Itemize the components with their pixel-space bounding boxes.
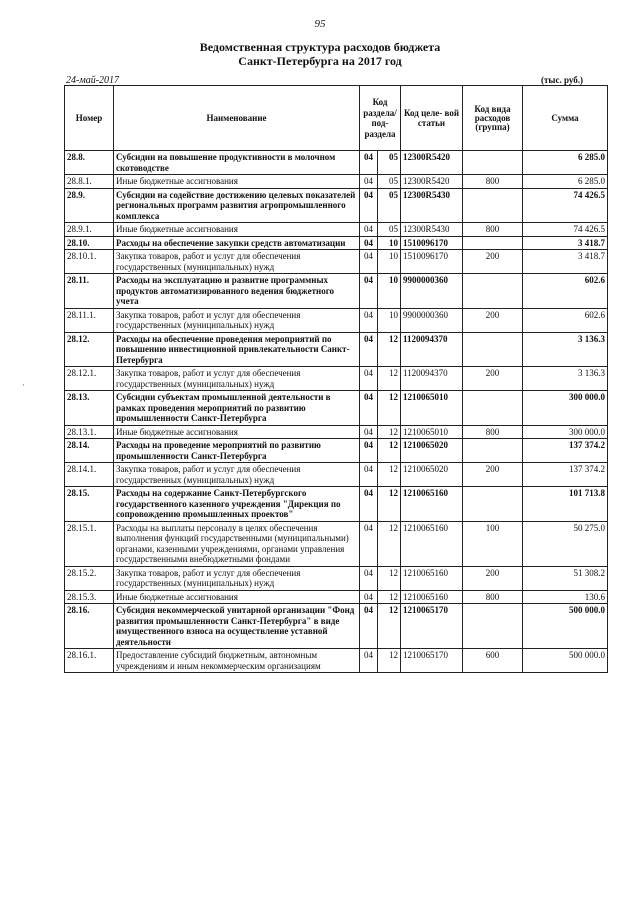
cell-target: 1210065160 (401, 521, 463, 566)
cell-section: 04 (360, 590, 378, 604)
cell-expense-type (463, 332, 523, 367)
table-row (65, 425, 608, 439)
cell-target: 1210065170 (401, 604, 463, 649)
cell-name: Субсидии на содействие достижению целевых показателей региональных программ развития агропромышленного комплекса (114, 188, 360, 223)
cell-number: 28.10. (65, 236, 114, 250)
cell-expense-type (463, 439, 523, 463)
cell-amount: 6 285.0 (523, 151, 608, 175)
cell-section: 04 (360, 439, 378, 463)
cell-subsection: 05 (378, 188, 401, 223)
cell-target: 9900000360 (401, 308, 463, 332)
cell-number: 28.13.1. (65, 425, 114, 439)
cell-expense-type: 800 (463, 223, 523, 237)
cell-expense-type (463, 151, 523, 175)
table-row (65, 604, 608, 649)
title-line-1: Ведомственная структура расходов бюджета (199, 40, 441, 54)
cell-subsection: 05 (378, 223, 401, 237)
cell-subsection: 10 (378, 250, 401, 274)
cell-amount: 101 713.8 (523, 487, 608, 522)
cell-target: 1210065010 (401, 425, 463, 439)
cell-amount: 74 426.5 (523, 188, 608, 223)
cell-subsection: 12 (378, 649, 401, 673)
cell-amount: 51 308.2 (523, 566, 608, 590)
cell-target: 1120094370 (401, 332, 463, 367)
cell-subsection: 12 (378, 391, 401, 426)
header-expense-type: Код вида расходов (группа) (463, 86, 523, 151)
cell-number: 28.9.1. (65, 223, 114, 237)
cell-expense-type: 800 (463, 425, 523, 439)
cell-number: 28.13. (65, 391, 114, 426)
cell-name: Закупка товаров, работ и услуг для обеспечения государственных (муниципальных) нужд (114, 463, 360, 487)
header-number: Номер (65, 86, 114, 151)
table-row (65, 151, 608, 175)
cell-subsection: 12 (378, 463, 401, 487)
cell-number: 28.16.1. (65, 649, 114, 673)
cell-amount: 3 418.7 (523, 236, 608, 250)
cell-section: 04 (360, 236, 378, 250)
table-body (65, 151, 608, 673)
table-row (65, 649, 608, 673)
cell-target: 12300R5420 (401, 151, 463, 175)
page-number: 95 (314, 18, 326, 30)
cell-name: Субсидии на повышение продуктивности в молочном скотоводстве (114, 151, 360, 175)
cell-expense-type (463, 188, 523, 223)
cell-amount: 74 426.5 (523, 223, 608, 237)
units-label: (тыс. руб.) (541, 75, 583, 85)
cell-section: 04 (360, 649, 378, 673)
table-row (65, 332, 608, 367)
cell-name: Закупка товаров, работ и услуг для обеспечения государственных (муниципальных) нужд (114, 308, 360, 332)
cell-number: 28.15. (65, 487, 114, 522)
cell-subsection: 10 (378, 274, 401, 309)
cell-amount: 130.6 (523, 590, 608, 604)
cell-section: 04 (360, 188, 378, 223)
header-name: Наименование (114, 86, 360, 151)
cell-expense-type (463, 236, 523, 250)
cell-section: 04 (360, 274, 378, 309)
cell-number: 28.10.1. (65, 250, 114, 274)
cell-subsection: 10 (378, 236, 401, 250)
cell-target: 1210065020 (401, 439, 463, 463)
cell-expense-type (463, 274, 523, 309)
cell-target: 1210065160 (401, 590, 463, 604)
table-row (65, 274, 608, 309)
cell-name: Закупка товаров, работ и услуг для обеспечения государственных (муниципальных) нужд (114, 367, 360, 391)
cell-amount: 50 275.0 (523, 521, 608, 566)
cell-expense-type: 100 (463, 521, 523, 566)
cell-name: Субсидия некоммерческой унитарной организации "Фонд развития промышленности Санкт-Петербурга" в виде имущественного взноса на осуществление уставной деятельности (114, 604, 360, 649)
cell-name: Расходы на проведение мероприятий по развитию промышленности Санкт-Петербурга (114, 439, 360, 463)
cell-section: 04 (360, 487, 378, 522)
cell-subsection: 05 (378, 151, 401, 175)
cell-target: 1210065010 (401, 391, 463, 426)
cell-subsection: 12 (378, 590, 401, 604)
cell-number: 28.15.3. (65, 590, 114, 604)
cell-section: 04 (360, 175, 378, 189)
cell-number: 28.14.1. (65, 463, 114, 487)
cell-section: 04 (360, 521, 378, 566)
cell-section: 04 (360, 391, 378, 426)
header-target: Код целе- вой статьи (401, 86, 463, 151)
cell-section: 04 (360, 604, 378, 649)
cell-name: Предоставление субсидий бюджетным, автономным учреждениям и иным некоммерческим организациям (114, 649, 360, 673)
table-row (65, 566, 608, 590)
cell-section: 04 (360, 250, 378, 274)
cell-name: Расходы на обеспечение проведения мероприятий по повышению инвестиционной привлекательности Санкт-Петербурга (114, 332, 360, 367)
cell-name: Закупка товаров, работ и услуг для обеспечения государственных (муниципальных) нужд (114, 566, 360, 590)
cell-subsection: 12 (378, 521, 401, 566)
table-row (65, 391, 608, 426)
header-amount: Сумма (523, 86, 608, 151)
cell-amount: 3 418.7 (523, 250, 608, 274)
cell-subsection: 12 (378, 604, 401, 649)
cell-subsection: 12 (378, 439, 401, 463)
cell-target: 1510096170 (401, 250, 463, 274)
cell-amount: 500 000.0 (523, 649, 608, 673)
cell-amount: 602.6 (523, 308, 608, 332)
cell-target: 1210065160 (401, 566, 463, 590)
table-row (65, 188, 608, 223)
table-row (65, 250, 608, 274)
cell-expense-type (463, 604, 523, 649)
cell-expense-type: 200 (463, 308, 523, 332)
header-section: Код раздела/ под- раздела (360, 86, 401, 151)
cell-target: 1210065170 (401, 649, 463, 673)
cell-section: 04 (360, 367, 378, 391)
page-title (0, 40, 640, 68)
cell-expense-type (463, 487, 523, 522)
cell-target: 1210065160 (401, 487, 463, 522)
cell-expense-type: 800 (463, 175, 523, 189)
cell-name: Иные бюджетные ассигнования (114, 590, 360, 604)
cell-expense-type: 200 (463, 250, 523, 274)
cell-subsection: 05 (378, 175, 401, 189)
table-row (65, 439, 608, 463)
cell-amount: 300 000.0 (523, 425, 608, 439)
cell-expense-type (463, 391, 523, 426)
cell-name: Субсидии субъектам промышленной деятельности в рамках проведения мероприятий по развитию промышленности Санкт-Петербурга (114, 391, 360, 426)
cell-subsection: 12 (378, 425, 401, 439)
cell-number: 28.12.1. (65, 367, 114, 391)
table-row (65, 521, 608, 566)
cell-subsection: 12 (378, 487, 401, 522)
cell-number: 28.12. (65, 332, 114, 367)
cell-name: Иные бюджетные ассигнования (114, 175, 360, 189)
cell-expense-type: 800 (463, 590, 523, 604)
cell-number: 28.8.1. (65, 175, 114, 189)
cell-subsection: 10 (378, 308, 401, 332)
table-row (65, 367, 608, 391)
cell-target: 12300R5420 (401, 175, 463, 189)
cell-expense-type: 200 (463, 367, 523, 391)
cell-target: 1120094370 (401, 367, 463, 391)
cell-number: 28.15.2. (65, 566, 114, 590)
cell-target: 1210065020 (401, 463, 463, 487)
cell-number: 28.15.1. (65, 521, 114, 566)
cell-amount: 3 136.3 (523, 332, 608, 367)
cell-expense-type: 600 (463, 649, 523, 673)
cell-number: 28.8. (65, 151, 114, 175)
title-line-2: Санкт-Петербурга на 2017 год (238, 54, 402, 68)
table-row (65, 463, 608, 487)
cell-section: 04 (360, 332, 378, 367)
cell-number: 28.11. (65, 274, 114, 309)
cell-amount: 500 000.0 (523, 604, 608, 649)
cell-subsection: 12 (378, 367, 401, 391)
cell-name: Расходы на выплаты персоналу в целях обеспечения выполнения функций государственными (муниципальными) органами, казенными учреждениями, органами управления государственными внебюджетными фондами (114, 521, 360, 566)
table-row (65, 590, 608, 604)
cell-amount: 602.6 (523, 274, 608, 309)
cell-amount: 137 374.2 (523, 439, 608, 463)
cell-section: 04 (360, 151, 378, 175)
cell-section: 04 (360, 463, 378, 487)
cell-name: Расходы на содержание Санкт-Петербургского государственного казенного учреждения "Дирекция по сопровождению промышленных проектов" (114, 487, 360, 522)
budget-table (64, 85, 608, 673)
cell-name: Закупка товаров, работ и услуг для обеспечения государственных (муниципальных) нужд (114, 250, 360, 274)
cell-section: 04 (360, 566, 378, 590)
cell-number: 28.16. (65, 604, 114, 649)
cell-section: 04 (360, 425, 378, 439)
cell-target: 12300R5430 (401, 188, 463, 223)
cell-amount: 300 000.0 (523, 391, 608, 426)
cell-subsection: 12 (378, 566, 401, 590)
table-row (65, 223, 608, 237)
table-row (65, 487, 608, 522)
cell-expense-type: 200 (463, 566, 523, 590)
table-row (65, 236, 608, 250)
cell-target: 12300R5430 (401, 223, 463, 237)
document-date: 24-май-2017 (66, 75, 120, 86)
cell-section: 04 (360, 223, 378, 237)
cell-expense-type: 200 (463, 463, 523, 487)
cell-number: 28.9. (65, 188, 114, 223)
table-row (65, 308, 608, 332)
cell-section: 04 (360, 308, 378, 332)
cell-number: 28.14. (65, 439, 114, 463)
cell-name: Иные бюджетные ассигнования (114, 425, 360, 439)
cell-amount: 3 136.3 (523, 367, 608, 391)
cell-amount: 6 285.0 (523, 175, 608, 189)
margin-mark: · (22, 380, 25, 390)
cell-number: 28.11.1. (65, 308, 114, 332)
cell-name: Расходы на эксплуатацию и развитие программных продуктов автоматизированного ведения бюджетного учета (114, 274, 360, 309)
table-header-row (65, 86, 608, 151)
cell-target: 9900000360 (401, 274, 463, 309)
cell-name: Расходы на обеспечение закупки средств автоматизации (114, 236, 360, 250)
cell-target: 1510096170 (401, 236, 463, 250)
cell-amount: 137 374.2 (523, 463, 608, 487)
table-row (65, 175, 608, 189)
cell-name: Иные бюджетные ассигнования (114, 223, 360, 237)
cell-subsection: 12 (378, 332, 401, 367)
